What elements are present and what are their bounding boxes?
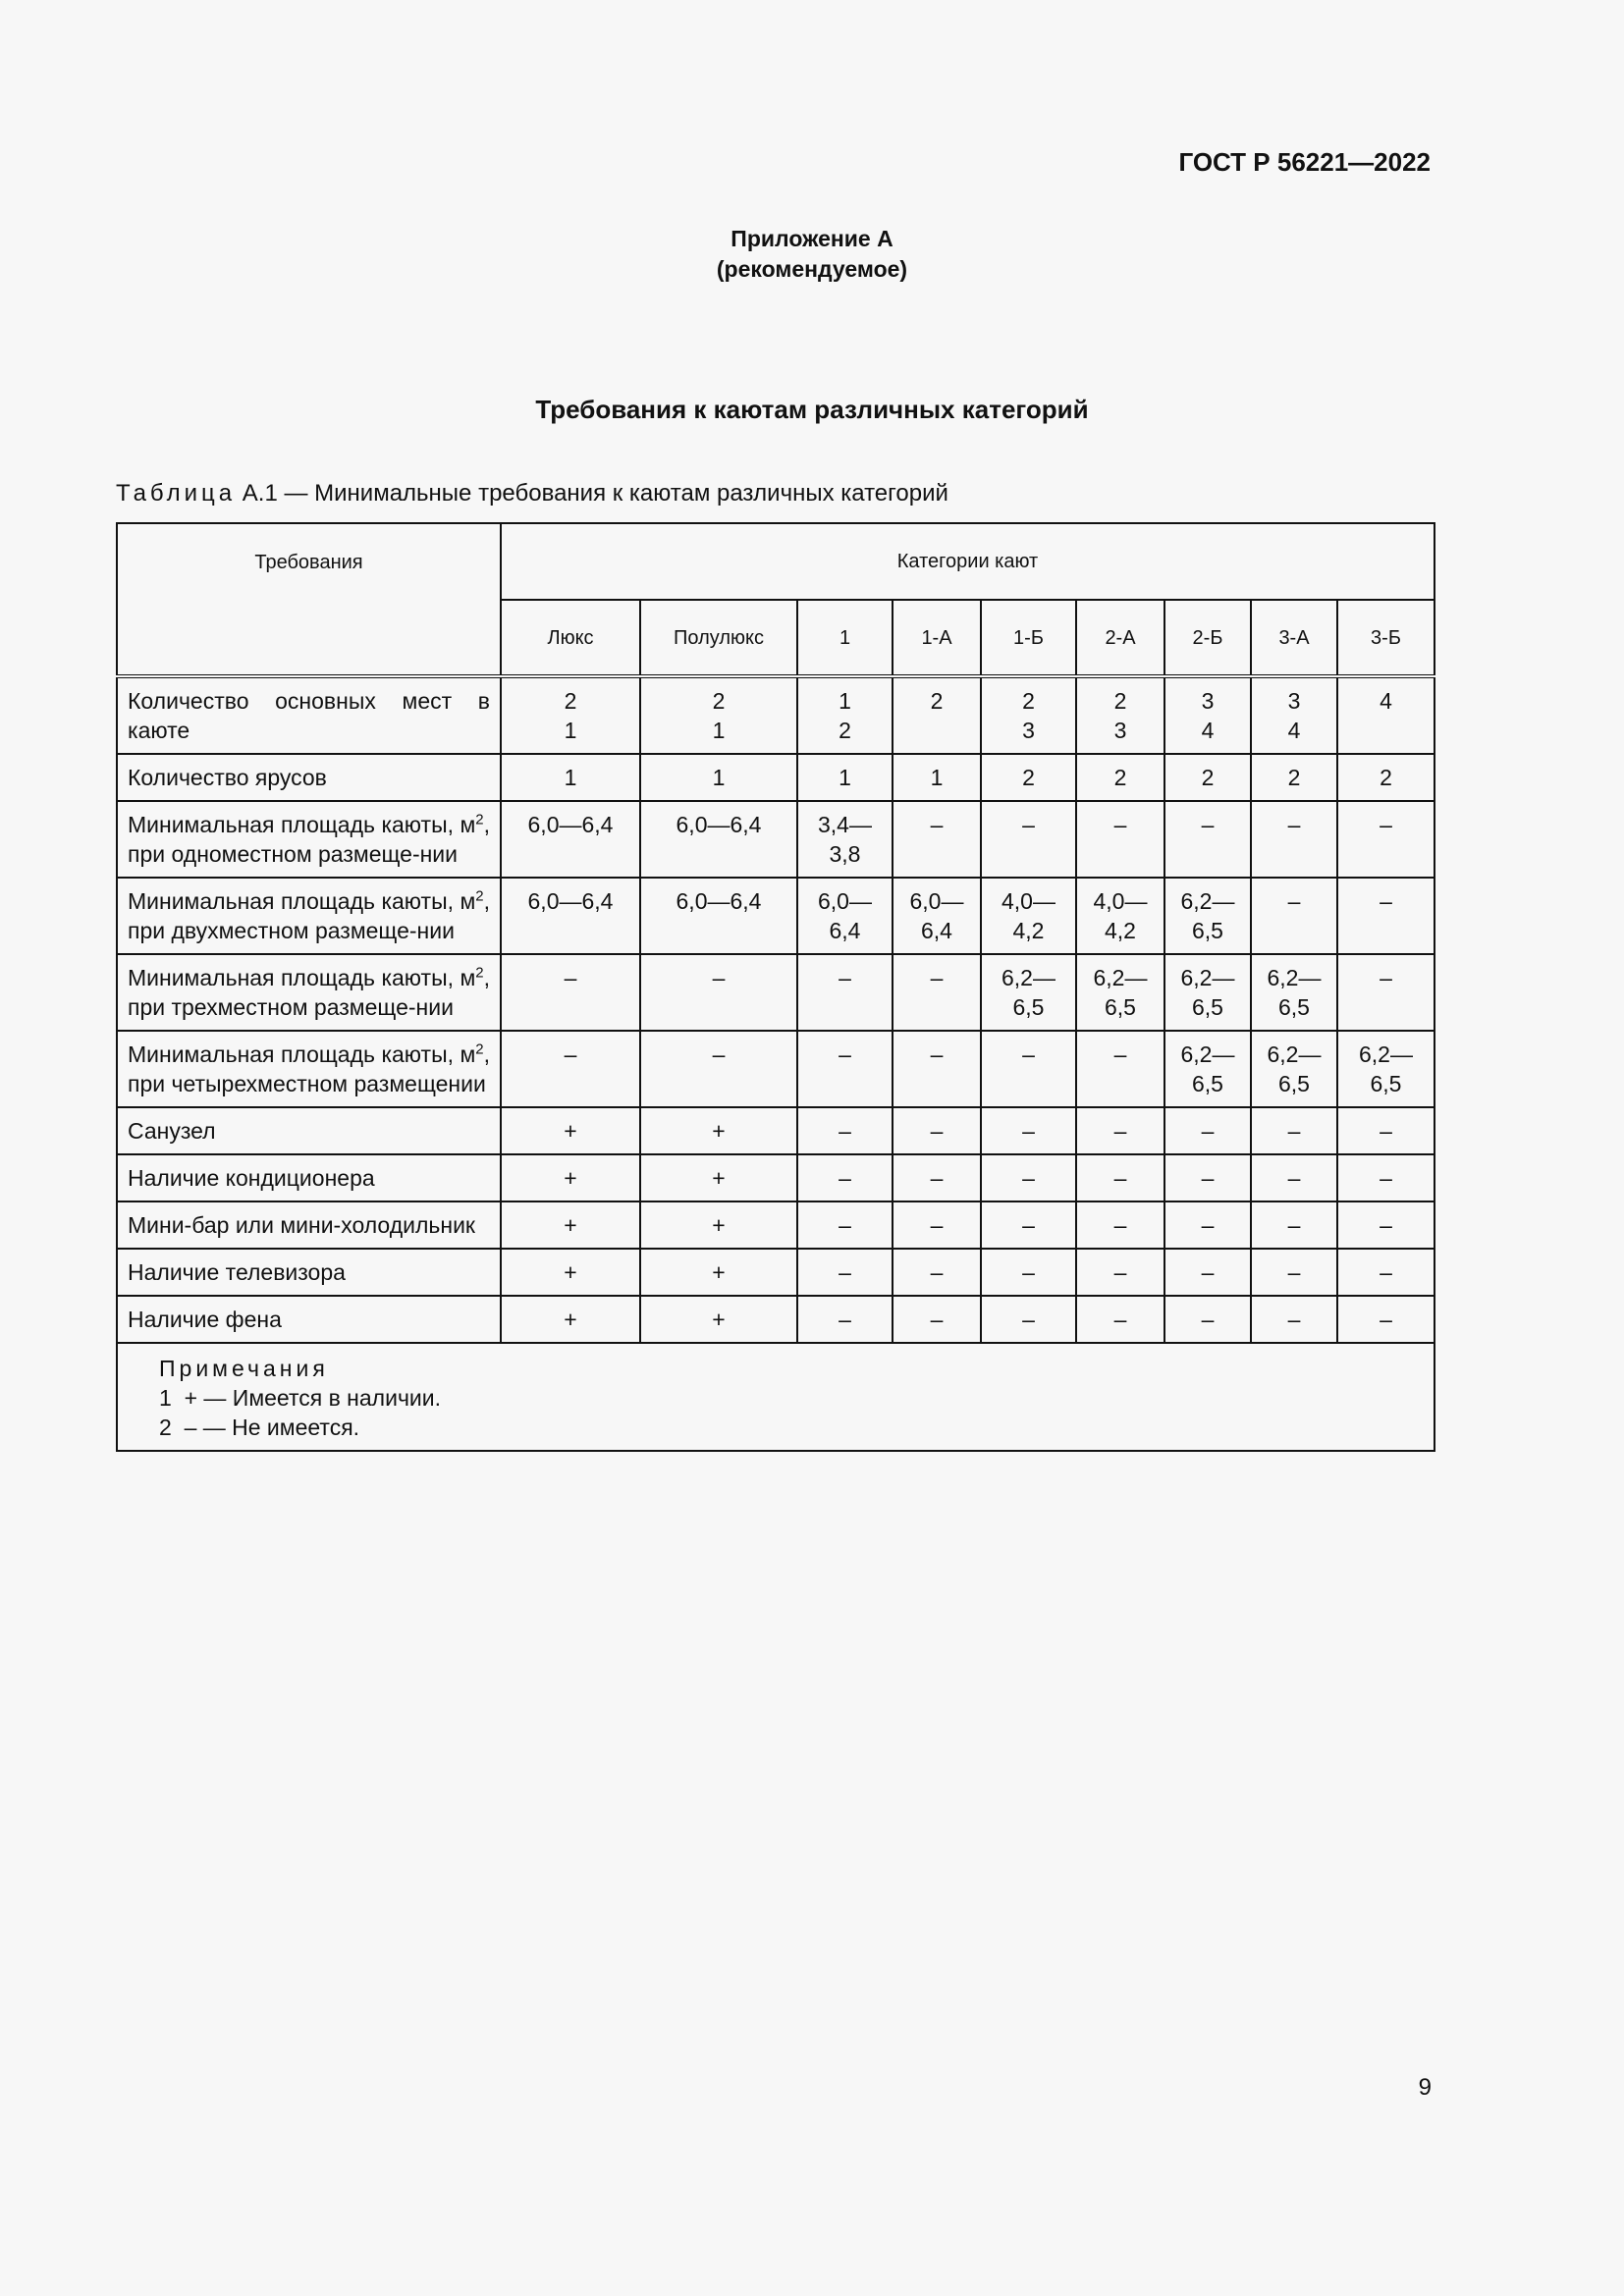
table-cell: 3,4— 3,8 (797, 801, 893, 878)
notes (117, 1343, 1435, 1451)
category-header: Люкс (501, 600, 640, 676)
table-cell: – (797, 1296, 893, 1343)
table-cell: 4 (1337, 676, 1435, 754)
category-header: 2-Б (1164, 600, 1251, 676)
table-cell: – (1337, 954, 1435, 1031)
table-cell: + (501, 1249, 640, 1296)
table-cell: – (1164, 1296, 1251, 1343)
requirement-label (117, 878, 501, 954)
table-cell: 6,0—6,4 (640, 878, 797, 954)
table-cell: – (1251, 1154, 1337, 1201)
notes-title: Примечания (159, 1356, 329, 1381)
requirement-label: Количество ярусов (117, 754, 501, 801)
table-cell: 6,2— 6,5 (1164, 954, 1251, 1031)
requirement-label: Наличие фена (117, 1296, 501, 1343)
table-cell: – (1251, 1296, 1337, 1343)
table-cell: – (893, 1201, 981, 1249)
table-cell: 4,0— 4,2 (1076, 878, 1164, 954)
requirement-label: Мини-бар или мини-холодильник (117, 1201, 501, 1249)
appendix-title: Приложение А (731, 226, 893, 251)
table-cell: 2 3 (1076, 676, 1164, 754)
category-header: 1 (797, 600, 893, 676)
table-cell: – (981, 1249, 1076, 1296)
table-cell: – (981, 1154, 1076, 1201)
table-cell: – (501, 954, 640, 1031)
table-cell: – (1337, 1107, 1435, 1154)
table-cell: – (797, 1249, 893, 1296)
table-body (117, 676, 1435, 1451)
table-cell: 6,2— 6,5 (1251, 954, 1337, 1031)
table-cell: 6,0—6,4 (501, 801, 640, 878)
note-item: 1 + — Имеется в наличии. (159, 1385, 442, 1411)
requirement-label: Наличие кондиционера (117, 1154, 501, 1201)
table-cell: – (640, 954, 797, 1031)
appendix-subtitle: (рекомендуемое) (716, 256, 908, 282)
table-cell: 2 (1251, 754, 1337, 801)
table-cell: 1 (501, 754, 640, 801)
table-cell: – (981, 1031, 1076, 1107)
table-cell: – (1076, 1154, 1164, 1201)
table-cell: – (640, 1031, 797, 1107)
appendix-heading (0, 224, 1624, 285)
table-cell: – (1337, 801, 1435, 878)
unit-exponent: 2 (475, 887, 484, 905)
requirement-label-text: , при одноместном размеще-нии (128, 812, 490, 867)
requirement-label-text: , при трехместном размеще-нии (128, 965, 490, 1020)
table-cell: – (1251, 801, 1337, 878)
unit-exponent: 2 (475, 964, 484, 982)
table-cell: + (640, 1249, 797, 1296)
table-cell: – (797, 1201, 893, 1249)
note-item: 2 – — Не имеется. (159, 1415, 360, 1440)
table-cell: 6,2— 6,5 (1076, 954, 1164, 1031)
table-cell: 6,2— 6,5 (1164, 878, 1251, 954)
requirement-label-text: Минимальная площадь каюты, м (128, 965, 476, 990)
table-cell: – (981, 801, 1076, 878)
table-cell: – (1337, 878, 1435, 954)
requirements-table (116, 522, 1435, 1452)
table-cell: – (893, 801, 981, 878)
table-cell: 2 1 (640, 676, 797, 754)
standard-designation: ГОСТ Р 56221—2022 (1178, 147, 1431, 177)
table-cell: – (893, 1031, 981, 1107)
header-requirements: Требования (117, 523, 501, 676)
requirement-label-text: Минимальная площадь каюты, м (128, 812, 476, 837)
table-cell: 6,0— 6,4 (797, 878, 893, 954)
table-cell: – (893, 1249, 981, 1296)
table-cell: 2 3 (981, 676, 1076, 754)
table-cell: – (1076, 1201, 1164, 1249)
requirement-label: Количество основных мест в каюте (117, 676, 501, 754)
table-cell: 1 2 (797, 676, 893, 754)
table-cell: – (1164, 1249, 1251, 1296)
table-cell: 6,0—6,4 (640, 801, 797, 878)
table-cell: – (893, 1154, 981, 1201)
table-cell: – (893, 1296, 981, 1343)
table-caption (116, 480, 948, 507)
table-cell: + (501, 1154, 640, 1201)
table-cell: 6,0— 6,4 (893, 878, 981, 954)
table-cell: + (501, 1296, 640, 1343)
table-row (117, 676, 1435, 754)
table-cell: 6,2— 6,5 (1337, 1031, 1435, 1107)
table-cell: – (1164, 1201, 1251, 1249)
header-categories: Категории кают (501, 523, 1435, 600)
requirement-label-text: Минимальная площадь каюты, м (128, 1041, 476, 1067)
table-row (117, 1107, 1435, 1154)
category-header: 3-А (1251, 600, 1337, 676)
table-row (117, 1296, 1435, 1343)
requirement-label-text: , при двухместном размеще-нии (128, 888, 490, 943)
table-cell: – (893, 1107, 981, 1154)
table-cell: + (640, 1154, 797, 1201)
table-cell: – (797, 1031, 893, 1107)
requirement-label: Наличие телевизора (117, 1249, 501, 1296)
requirement-label (117, 1031, 501, 1107)
table-cell: – (893, 954, 981, 1031)
table-cell: – (981, 1296, 1076, 1343)
category-header: 2-А (1076, 600, 1164, 676)
table-cell: – (1076, 1296, 1164, 1343)
table-cell: 3 4 (1164, 676, 1251, 754)
notes-row (117, 1343, 1435, 1451)
table-cell: 2 (981, 754, 1076, 801)
table-cell: – (1251, 1201, 1337, 1249)
table-cell: – (501, 1031, 640, 1107)
table-cell: – (1337, 1249, 1435, 1296)
requirement-label (117, 954, 501, 1031)
table-cell: – (1076, 1031, 1164, 1107)
requirement-label-text: Минимальная площадь каюты, м (128, 888, 476, 914)
table-row (117, 878, 1435, 954)
unit-exponent: 2 (475, 1041, 484, 1058)
table-cell: – (1164, 1107, 1251, 1154)
table-cell: 1 (640, 754, 797, 801)
table-cell: – (1164, 1154, 1251, 1201)
page-number: 9 (1418, 2074, 1432, 2101)
table-cell: 2 1 (501, 676, 640, 754)
table-cell: 2 (1164, 754, 1251, 801)
table-cell: 6,2— 6,5 (981, 954, 1076, 1031)
table-row (117, 1201, 1435, 1249)
table-caption-label: Таблица (116, 480, 237, 507)
requirement-label (117, 801, 501, 878)
table-cell: – (797, 1154, 893, 1201)
table-cell: – (1251, 1107, 1337, 1154)
table-cell: – (1076, 1107, 1164, 1154)
table-cell: – (1076, 1249, 1164, 1296)
table-cell: 4,0— 4,2 (981, 878, 1076, 954)
table-cell: 6,2— 6,5 (1251, 1031, 1337, 1107)
table-row (117, 1154, 1435, 1201)
table-cell: – (1251, 878, 1337, 954)
table-cell: 3 4 (1251, 676, 1337, 754)
table-cell: 6,2— 6,5 (1164, 1031, 1251, 1107)
table-cell: + (640, 1296, 797, 1343)
table-row (117, 1249, 1435, 1296)
table-cell: + (501, 1201, 640, 1249)
table-cell: – (797, 954, 893, 1031)
table-cell: – (1251, 1249, 1337, 1296)
category-header: Полулюкс (640, 600, 797, 676)
table-cell: 2 (893, 676, 981, 754)
table-row (117, 801, 1435, 878)
category-header: 1-А (893, 600, 981, 676)
table-cell: 1 (797, 754, 893, 801)
table-cell: – (981, 1201, 1076, 1249)
table-cell: – (797, 1107, 893, 1154)
table-cell: – (1076, 801, 1164, 878)
requirement-label: Санузел (117, 1107, 501, 1154)
table-cell: – (1164, 801, 1251, 878)
table-cell: 2 (1337, 754, 1435, 801)
table-cell: 6,0—6,4 (501, 878, 640, 954)
table-cell: 2 (1076, 754, 1164, 801)
table-row (117, 1031, 1435, 1107)
table-cell: + (640, 1201, 797, 1249)
table-cell: – (1337, 1296, 1435, 1343)
table-cell: – (1337, 1154, 1435, 1201)
table-cell: + (640, 1107, 797, 1154)
table-cell: 1 (893, 754, 981, 801)
requirement-label-text: , при четырехместном размещении (128, 1041, 490, 1096)
table-cell: + (501, 1107, 640, 1154)
table-row (117, 754, 1435, 801)
category-header: 1-Б (981, 600, 1076, 676)
table-row (117, 954, 1435, 1031)
table-cell: – (981, 1107, 1076, 1154)
section-title: Требования к каютам различных категорий (535, 395, 1089, 424)
category-header: 3-Б (1337, 600, 1435, 676)
table-caption-text: А.1 — Минимальные требования к каютам различных категорий (242, 480, 948, 507)
unit-exponent: 2 (475, 811, 484, 828)
table-cell: – (1337, 1201, 1435, 1249)
